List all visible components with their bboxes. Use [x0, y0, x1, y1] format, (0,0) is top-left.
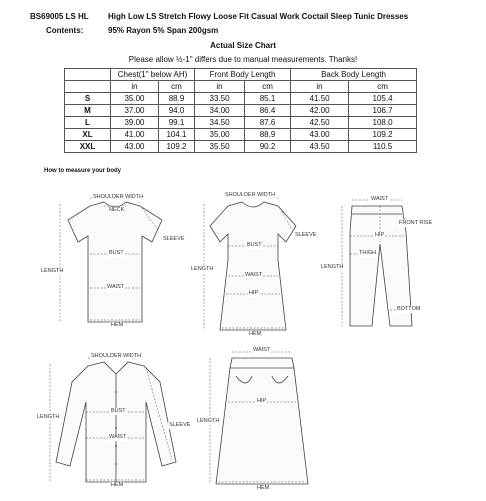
pants-bottom-label: BOTTOM — [397, 306, 421, 312]
tshirt-bust-label: BUST — [109, 250, 124, 256]
value-cell: 39.00 — [111, 117, 159, 129]
value-cell: 88.9 — [245, 129, 291, 141]
value-cell: 35.00 — [111, 93, 159, 105]
tshirt-waist-label: WAIST — [107, 284, 125, 290]
unit-header: cm — [245, 81, 291, 93]
value-cell: 110.5 — [349, 141, 417, 153]
value-cell: 34.50 — [195, 117, 245, 129]
value-cell: 109.2 — [349, 129, 417, 141]
value-cell: 99.1 — [159, 117, 195, 129]
shirt-sleeve-label: SLEEVE — [169, 422, 191, 428]
dress-diagram — [188, 190, 320, 340]
shirt-waist-label: WAIST — [109, 434, 127, 440]
tshirt-length-label: LENGTH — [41, 268, 64, 274]
shirt-bust-label: BUST — [111, 408, 126, 414]
value-cell: 34.00 — [195, 105, 245, 117]
unit-header: in — [291, 81, 349, 93]
dress-hem-label: HEM — [249, 331, 262, 337]
pants-length-label: LENGTH — [321, 264, 344, 270]
dress-hip-label: HIP — [249, 290, 259, 296]
dress-waist-label: WAIST — [245, 272, 263, 278]
dress-shoulder-label: SHOULDER WIDTH — [225, 192, 276, 198]
group-header-front-length: Front Body Length — [195, 69, 291, 81]
size-cell: M — [65, 105, 111, 117]
value-cell: 85.1 — [245, 93, 291, 105]
size-cell: XXL — [65, 141, 111, 153]
pants-waist-label: WAIST — [371, 196, 389, 202]
dress-length-label: LENGTH — [191, 266, 214, 272]
value-cell: 41.00 — [111, 129, 159, 141]
table-row — [65, 117, 417, 129]
pants-hip-label: HIP — [375, 232, 385, 238]
tshirt-diagram — [40, 192, 190, 332]
value-cell: 104.1 — [159, 129, 195, 141]
dress-figure-icon — [188, 190, 320, 340]
value-cell: 90.2 — [245, 141, 291, 153]
value-cell: 105.4 — [349, 93, 417, 105]
pants-front-rise-label: FRONT RISE — [399, 220, 433, 226]
table-row — [65, 129, 417, 141]
value-cell: 43.00 — [291, 129, 349, 141]
contents-value: 95% Rayon 5% Span 200gsm — [108, 26, 219, 35]
tshirt-sleeve-label: SLEEVE — [163, 236, 185, 242]
value-cell: 109.2 — [159, 141, 195, 153]
skirt-waist-label: WAIST — [253, 347, 271, 353]
chart-title: Actual Size Chart — [210, 41, 276, 50]
table-unit-header-row — [65, 81, 417, 93]
value-cell: 35.00 — [195, 129, 245, 141]
tshirt-hem-label: HEM — [111, 322, 124, 328]
howto-heading: How to measure your body — [44, 168, 122, 174]
size-chart-table — [64, 68, 417, 153]
value-cell: 86.4 — [245, 105, 291, 117]
pants-diagram — [320, 192, 470, 337]
value-cell: 94.0 — [159, 105, 195, 117]
table-row — [65, 141, 417, 153]
unit-header: in — [111, 81, 159, 93]
value-cell: 42.50 — [291, 117, 349, 129]
value-cell: 88.9 — [159, 93, 195, 105]
shirt-shoulder-label: SHOULDER WIDTH — [91, 353, 142, 359]
size-cell: S — [65, 93, 111, 105]
size-cell: L — [65, 117, 111, 129]
product-title: High Low LS Stretch Flowy Loose Fit Casual Work Coctail Sleep Tunic Dresses — [108, 12, 409, 21]
skirt-hip-label: HIP — [257, 398, 267, 404]
value-cell: 37.00 — [111, 105, 159, 117]
pants-thigh-label: THIGH — [359, 250, 377, 256]
value-cell: 41.50 — [291, 93, 349, 105]
value-cell: 43.00 — [111, 141, 159, 153]
table-row — [65, 93, 417, 105]
value-cell: 108.0 — [349, 117, 417, 129]
group-header-chest: Chest(1" below AH) — [111, 69, 195, 81]
skirt-diagram — [196, 346, 326, 496]
shirt-hem-label: HEM — [111, 482, 124, 488]
value-cell: 42.00 — [291, 105, 349, 117]
contents-label: Contents: — [46, 26, 84, 35]
chart-note: Please allow ½-1" differs due to manual measurements. Thanks! — [128, 55, 358, 64]
unit-header: in — [195, 81, 245, 93]
table-corner-cell — [65, 69, 111, 81]
table-row — [65, 105, 417, 117]
value-cell: 35.50 — [195, 141, 245, 153]
size-cell: XL — [65, 129, 111, 141]
skirt-length-label: LENGTH — [197, 418, 220, 424]
shirt-length-label: LENGTH — [37, 414, 60, 420]
tshirt-neck-label: NECK — [109, 207, 125, 213]
value-cell: 87.6 — [245, 117, 291, 129]
table-corner-cell — [65, 81, 111, 93]
value-cell: 33.50 — [195, 93, 245, 105]
dress-sleeve-label: SLEEVE — [295, 232, 317, 238]
unit-header: cm — [159, 81, 195, 93]
skirt-hem-label: HEM — [257, 485, 270, 491]
tshirt-shoulder-label: SHOULDER WIDTH — [93, 194, 144, 200]
value-cell: 43.50 — [291, 141, 349, 153]
value-cell: 106.7 — [349, 105, 417, 117]
unit-header: cm — [349, 81, 417, 93]
table-group-header-row — [65, 69, 417, 81]
model-label: BS69005 LS HL — [30, 12, 89, 21]
shirt-diagram — [36, 352, 196, 492]
dress-bust-label: BUST — [247, 242, 262, 248]
group-header-back-length: Back Body Length — [291, 69, 417, 81]
